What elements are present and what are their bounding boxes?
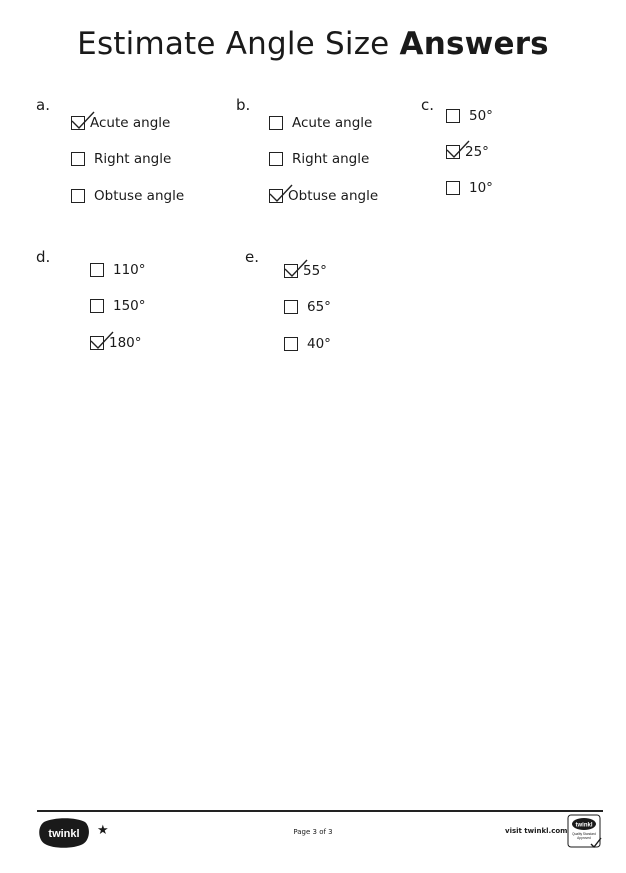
option-label: 10° — [469, 180, 493, 196]
checkbox[interactable] — [269, 152, 283, 166]
question-c-option-3[interactable] — [446, 179, 493, 197]
option-label: Right angle — [94, 151, 172, 167]
option-label: 150° — [113, 298, 146, 314]
logo-text: twinkl — [48, 828, 80, 840]
check-mark-icon — [70, 110, 96, 132]
option-label: Obtuse angle — [94, 188, 185, 204]
option-label: 55° — [303, 263, 327, 279]
checkbox-checked[interactable] — [284, 264, 298, 278]
title-main: Estimate Angle Size — [77, 26, 390, 62]
checkbox-checked[interactable] — [71, 116, 85, 130]
question-a-option-3[interactable] — [71, 187, 184, 205]
star-icon: ★ — [97, 823, 109, 838]
badge-logo-text: twinkl — [575, 822, 593, 829]
badge-line-1: Quality Standard — [572, 832, 596, 836]
badge-line-2: Approved — [577, 836, 591, 840]
question-e-label: e. — [245, 248, 259, 266]
question-e-option-3[interactable] — [284, 335, 331, 353]
option-label: 65° — [307, 299, 331, 315]
option-label: Acute angle — [90, 115, 171, 131]
question-e-option-2[interactable] — [284, 298, 331, 316]
visit-link[interactable]: visit twinkl.com — [505, 827, 568, 835]
checkbox[interactable] — [446, 109, 460, 123]
question-b-option-2[interactable] — [269, 150, 369, 168]
question-b-option-3[interactable] — [269, 187, 378, 205]
question-c-option-1[interactable] — [446, 107, 493, 125]
checkbox[interactable] — [90, 263, 104, 277]
question-a-option-2[interactable] — [71, 150, 171, 168]
option-label: 40° — [307, 336, 331, 352]
question-a-option-1[interactable] — [71, 114, 170, 132]
option-label: 110° — [113, 262, 146, 278]
question-b-label: b. — [236, 96, 251, 114]
option-label: Acute angle — [292, 115, 373, 131]
title-bold: Answers — [399, 26, 549, 62]
checkbox-checked[interactable] — [90, 336, 104, 350]
option-label: Obtuse angle — [288, 188, 379, 204]
checkbox-checked[interactable] — [269, 189, 283, 203]
checkbox[interactable] — [284, 337, 298, 351]
check-mark-icon — [268, 183, 294, 205]
question-d-option-2[interactable] — [90, 297, 146, 315]
check-mark-icon — [445, 139, 471, 161]
question-d-option-3[interactable] — [90, 334, 142, 352]
checkbox[interactable] — [71, 152, 85, 166]
checkbox-checked[interactable] — [446, 145, 460, 159]
check-mark-icon — [89, 330, 115, 352]
question-d-label: d. — [36, 248, 51, 266]
option-label: 50° — [469, 108, 493, 124]
checkbox[interactable] — [90, 299, 104, 313]
question-c-label: c. — [421, 96, 435, 114]
checkbox[interactable] — [446, 181, 460, 195]
quality-badge — [567, 814, 603, 850]
option-label: 25° — [465, 144, 489, 160]
check-mark-icon — [283, 258, 309, 280]
page-title — [0, 26, 626, 62]
question-c-option-2[interactable] — [446, 143, 489, 161]
question-d-option-1[interactable] — [90, 261, 146, 279]
question-e-option-1[interactable] — [284, 262, 327, 280]
option-label: 180° — [109, 335, 142, 351]
footer-divider — [37, 810, 603, 812]
question-b-option-1[interactable] — [269, 114, 372, 132]
checkbox[interactable] — [284, 300, 298, 314]
page-number: Page 3 of 3 — [293, 828, 333, 836]
question-a-label: a. — [36, 96, 50, 114]
option-label: Right angle — [292, 151, 370, 167]
checkbox[interactable] — [269, 116, 283, 130]
checkbox[interactable] — [71, 189, 85, 203]
